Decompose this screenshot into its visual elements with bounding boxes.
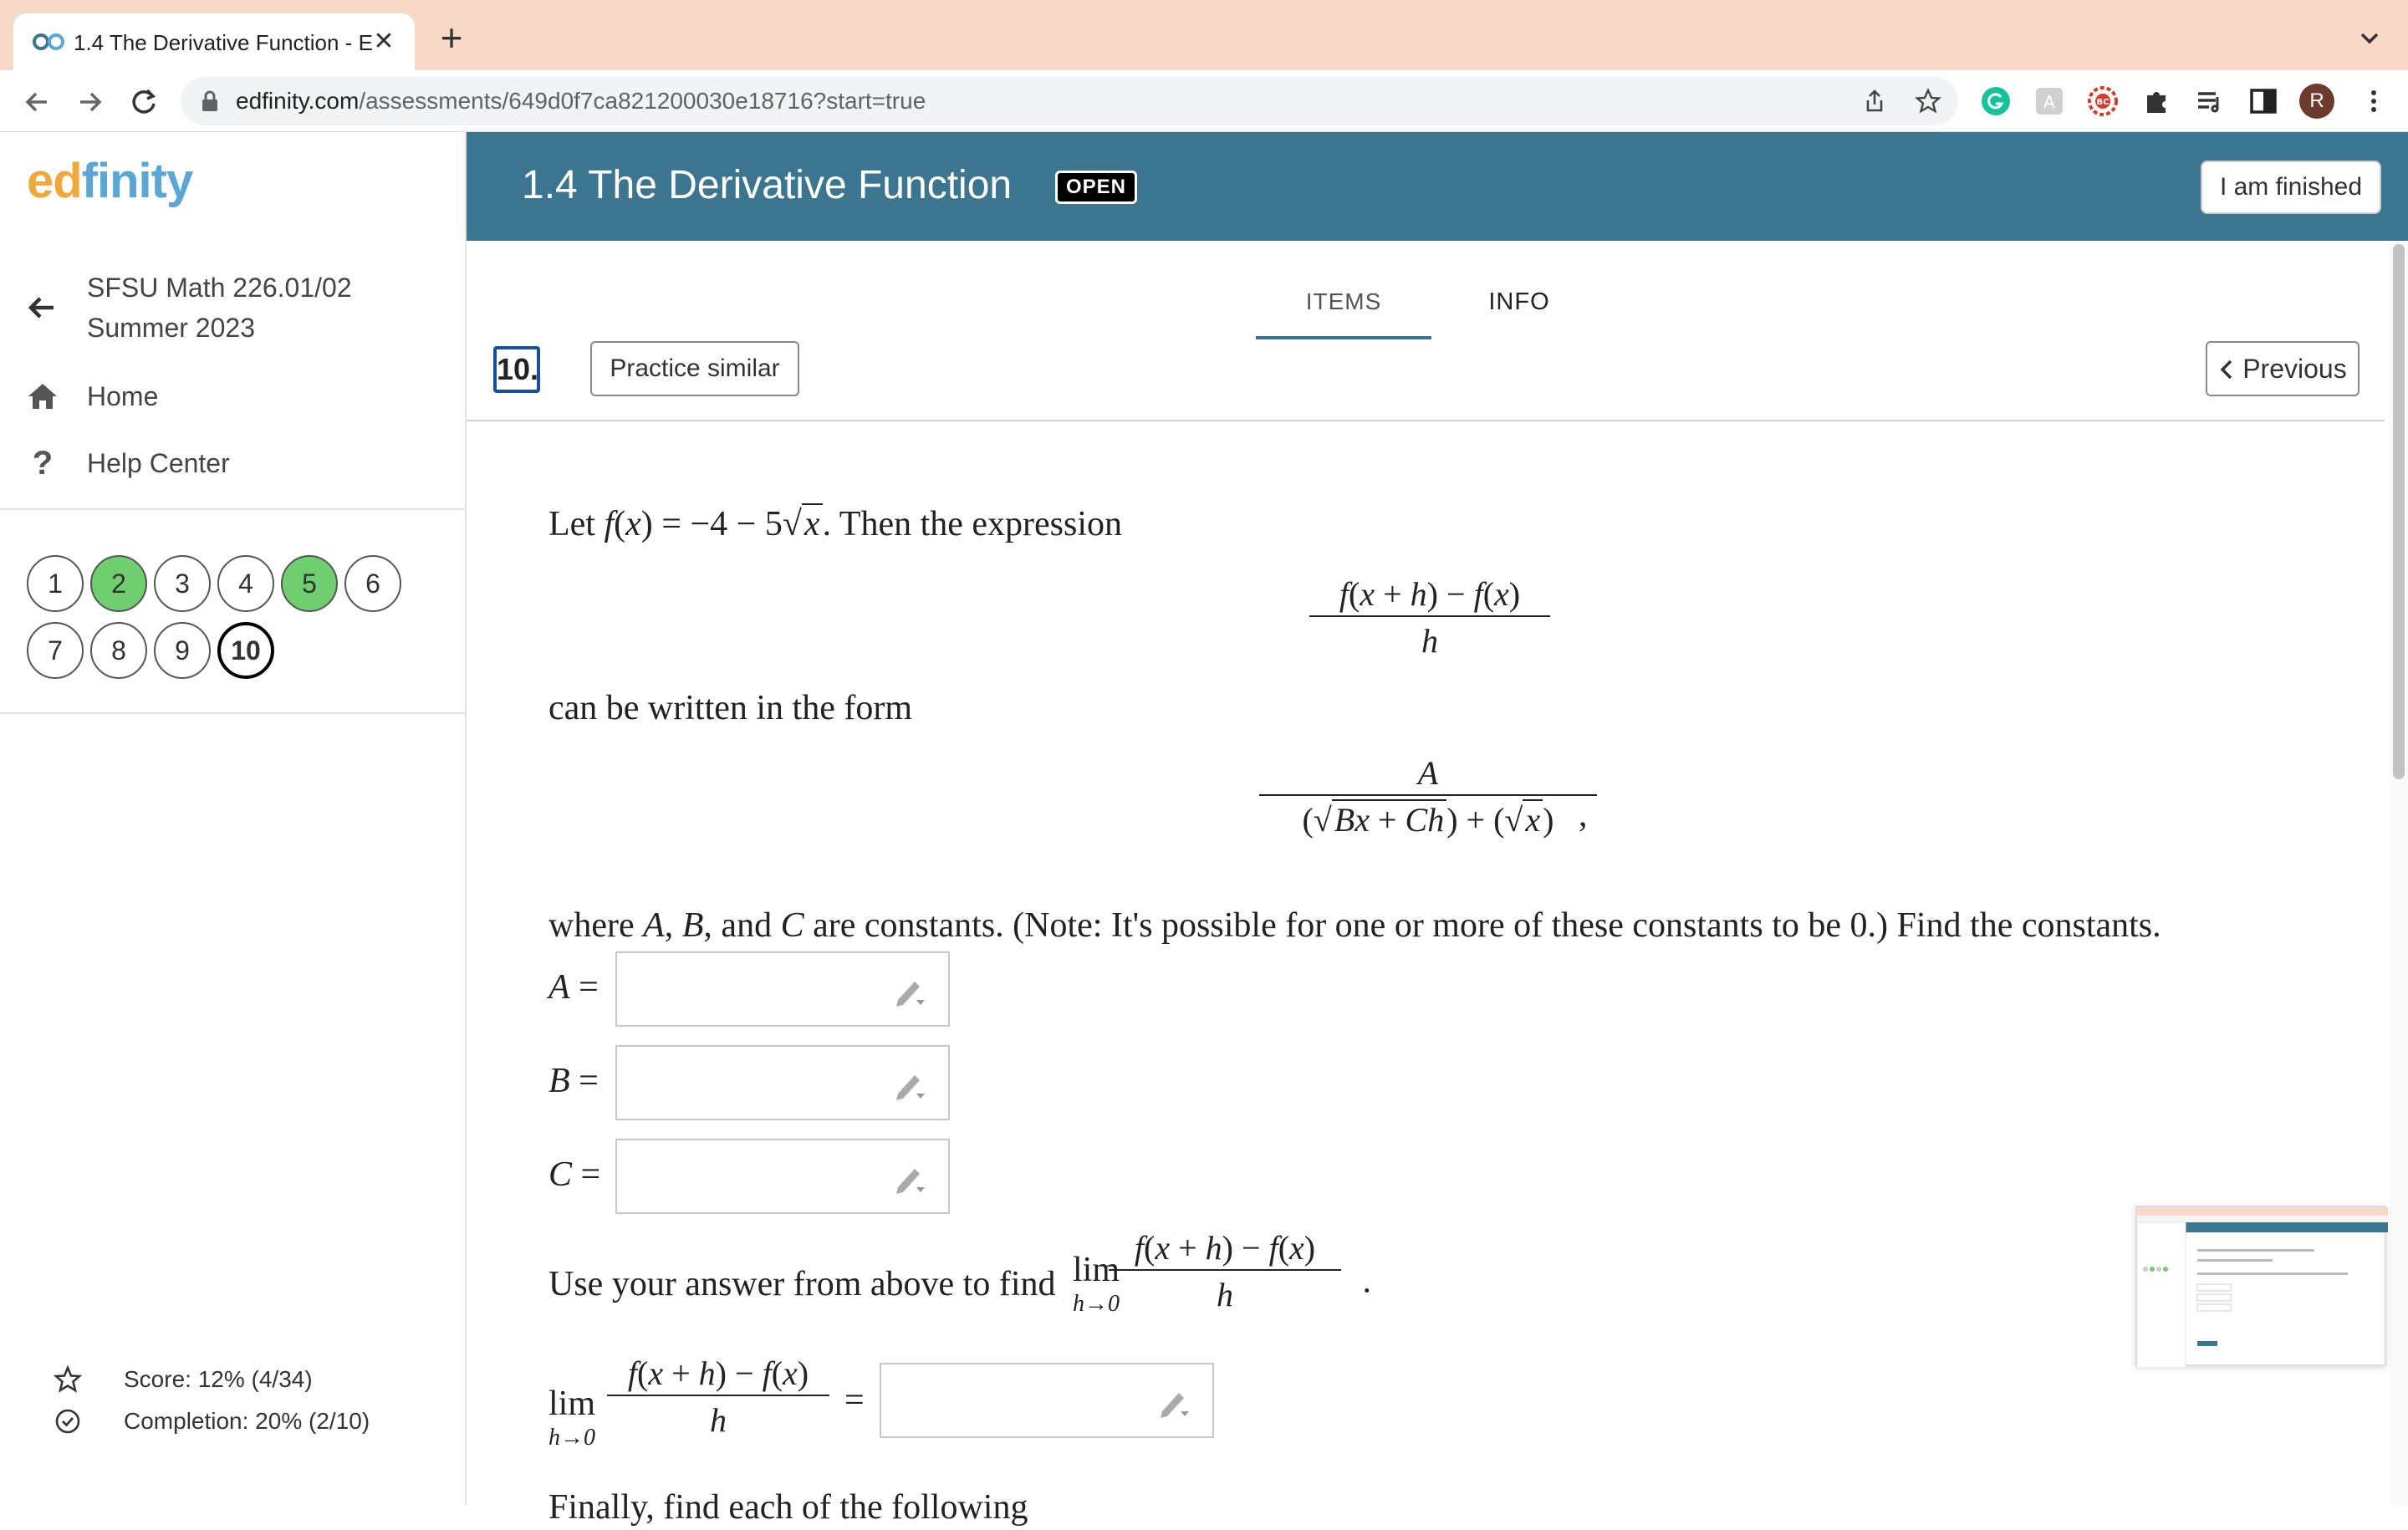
- svg-text:A: A: [2043, 92, 2055, 112]
- profile-avatar[interactable]: R: [2299, 84, 2334, 119]
- address-bar[interactable]: [181, 77, 1958, 125]
- question-button-6[interactable]: 6: [344, 555, 401, 612]
- sidebar-divider: [0, 712, 467, 714]
- sidebar: [0, 132, 467, 1505]
- pencil-icon[interactable]: [893, 1162, 930, 1196]
- assessment-header: [467, 132, 2408, 241]
- question-button-2[interactable]: 2: [90, 555, 147, 612]
- label-c: C =: [548, 1155, 601, 1194]
- star-icon: [54, 1365, 82, 1394]
- scrollbar-thumb[interactable]: [2393, 244, 2405, 779]
- sidebar-item-label: Help Center: [87, 447, 230, 478]
- home-icon: [25, 379, 60, 414]
- limit-label: lim h→0: [548, 1385, 596, 1451]
- side-panel-icon[interactable]: [2247, 85, 2279, 117]
- answer-b-input[interactable]: [615, 1045, 950, 1120]
- answer-a-input[interactable]: [615, 951, 950, 1027]
- limit-answer-input[interactable]: [880, 1363, 1214, 1438]
- bc-extension-icon[interactable]: [2087, 85, 2119, 117]
- chevron-left-icon: [2218, 359, 2235, 380]
- reading-list-icon[interactable]: [2194, 85, 2226, 117]
- difference-quotient: $\frac{f(x + h) - f(x)}{h}$: [1309, 574, 1550, 662]
- translate-extension-icon[interactable]: [2033, 85, 2065, 117]
- tab-close-icon[interactable]: ✕: [373, 28, 395, 55]
- tab-info[interactable]: [1431, 264, 1607, 339]
- question-button-9[interactable]: 9: [154, 622, 211, 679]
- sidebar-item-home[interactable]: [25, 373, 158, 420]
- reload-icon[interactable]: [127, 85, 161, 119]
- edfinity-favicon-icon: [32, 30, 65, 54]
- target-form-fraction: $\frac{A}{(√Bx + Ch) + (√x)}$: [1259, 752, 1597, 841]
- completion-stat: [54, 1405, 370, 1438]
- limit-prompt: Use your answer from above to find lim h→0 .: [548, 1251, 1372, 1317]
- score-text: Score: 12% (4/34): [124, 1366, 313, 1392]
- equals-sign: =: [844, 1381, 865, 1420]
- url-text: edfinity.com/assessments/649d0f7ca821200030e18716?start=true: [236, 88, 926, 114]
- problem-where-text: where A, B, and C are constants. (Note: It's possible for one or more of these constants to be 0.) Find the constants.: [548, 906, 2161, 945]
- question-button-4[interactable]: 4: [217, 555, 274, 612]
- final-prompt-partial: Finally, find each of the following: [548, 1488, 1028, 1527]
- puzzle-extensions-icon[interactable]: [2140, 85, 2172, 117]
- chevron-down-icon[interactable]: [2356, 25, 2383, 52]
- page-title: 1.4 The Derivative Function: [522, 163, 1013, 207]
- finish-button[interactable]: I am finished: [2201, 161, 2381, 214]
- question-number: 10.: [493, 346, 540, 393]
- question-button-5[interactable]: 5: [281, 555, 338, 612]
- completion-text: Completion: 20% (2/10): [124, 1408, 370, 1434]
- thumbnail-image: [2137, 1207, 2388, 1368]
- content-scrollbar[interactable]: [2390, 241, 2408, 1505]
- help-icon: ?: [32, 444, 54, 482]
- sidebar-divider: [0, 508, 467, 510]
- browser-toolbar: [0, 70, 2408, 132]
- pencil-icon[interactable]: [893, 975, 930, 1008]
- question-button-7[interactable]: 7: [27, 622, 84, 679]
- browser-tab[interactable]: [13, 13, 415, 70]
- kebab-menu-icon[interactable]: [2358, 85, 2390, 117]
- forward-arrow-icon[interactable]: [74, 85, 107, 119]
- screenshot-thumbnail[interactable]: [2135, 1206, 2386, 1366]
- score-stat: [54, 1363, 313, 1396]
- limit-answer-fraction: $\frac{f(x + h) - f(x)}{h}$: [607, 1353, 829, 1441]
- pencil-icon[interactable]: [893, 1068, 930, 1102]
- question-button-8[interactable]: 8: [90, 622, 147, 679]
- grammarly-extension-icon[interactable]: [1980, 85, 2012, 117]
- bookmark-star-icon[interactable]: [1915, 88, 1941, 115]
- sidebar-item-label: Home: [87, 380, 159, 411]
- back-arrow-icon[interactable]: [20, 85, 54, 119]
- new-tab-button[interactable]: +: [440, 16, 463, 59]
- browser-tab-bar: [0, 0, 2408, 70]
- previous-label: Previous: [2242, 354, 2347, 384]
- pencil-icon[interactable]: [1157, 1386, 1194, 1420]
- content-divider: [467, 420, 2385, 421]
- question-button-3[interactable]: 3: [154, 555, 211, 612]
- problem-form-text: can be written in the form: [548, 689, 913, 727]
- practice-similar-button[interactable]: Practice similar: [590, 341, 799, 396]
- sidebar-item-help-center[interactable]: [25, 440, 230, 487]
- tab-title: 1.4 The Derivative Function - E: [74, 30, 373, 55]
- tab-label: INFO: [1488, 288, 1550, 315]
- check-circle-icon: [54, 1407, 82, 1436]
- label-b: B =: [548, 1062, 599, 1100]
- question-button-10[interactable]: 10: [217, 622, 274, 679]
- status-badge: OPEN: [1055, 171, 1137, 204]
- answer-c-input[interactable]: [615, 1139, 950, 1214]
- comma-mark: ,: [1579, 796, 1588, 834]
- course-name[interactable]: SFSU Math 226.01/02 Summer 2023: [87, 273, 352, 343]
- main-content: [467, 241, 2385, 1527]
- edfinity-logo[interactable]: edfinity: [27, 154, 193, 208]
- share-icon[interactable]: [1861, 88, 1888, 115]
- back-arrow-icon[interactable]: [25, 291, 59, 324]
- previous-button[interactable]: [2206, 341, 2360, 396]
- label-a: A =: [548, 968, 599, 1007]
- problem-intro: Let f(x) = −4 − 5√x. Then the expression: [548, 505, 1123, 543]
- tab-items[interactable]: [1256, 264, 1431, 339]
- lock-icon: [201, 90, 219, 112]
- question-button-1[interactable]: 1: [27, 555, 84, 612]
- tab-label: ITEMS: [1305, 288, 1382, 314]
- svg-text:BC: BC: [2096, 98, 2110, 107]
- limit-prompt-fraction: $\frac{f(x + h) - f(x)}{h}$: [1109, 1227, 1341, 1316]
